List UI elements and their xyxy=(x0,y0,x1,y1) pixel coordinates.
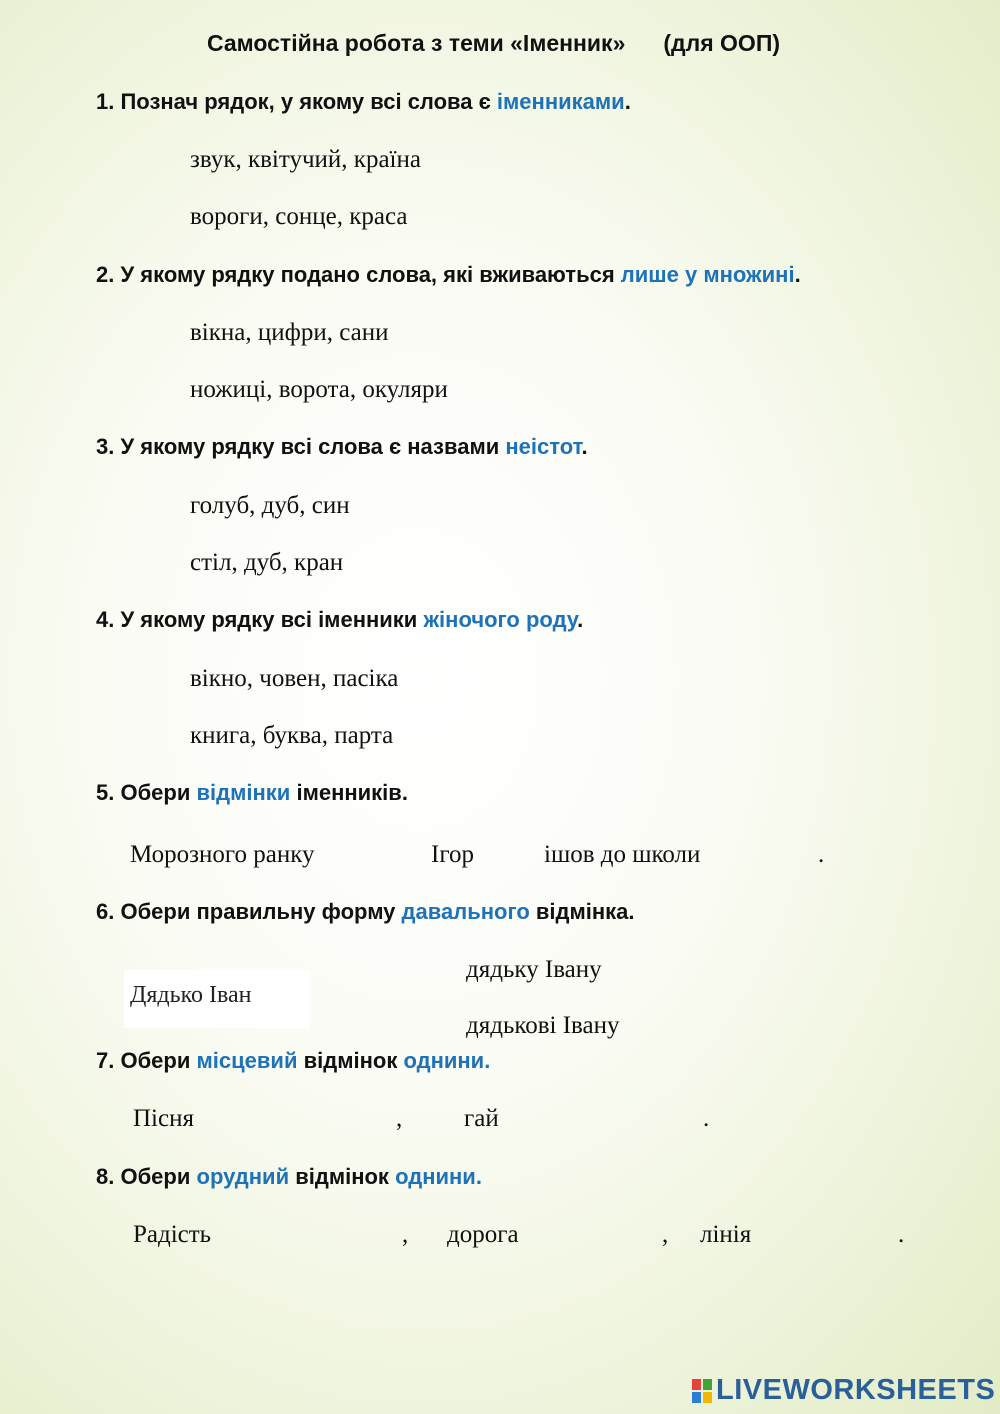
sentence-punct: , xyxy=(662,1221,669,1248)
keyword: неістот xyxy=(505,434,582,459)
keyword: відмінки xyxy=(196,780,291,805)
sentence-punct: , xyxy=(402,1221,409,1248)
logo-tiles-icon xyxy=(692,1379,712,1403)
question-4: 4. У якому рядку всі іменники жіночого роду. xyxy=(96,607,584,632)
question-5: 5. Обери відмінки іменників. xyxy=(96,780,408,805)
answer-dropzone[interactable] xyxy=(366,838,428,870)
answer-option[interactable]: вікно, човен, пасіка xyxy=(190,665,399,692)
brand-name: LIVEWORKSHEETS xyxy=(716,1374,996,1406)
keyword: лише у множині xyxy=(620,262,795,287)
sentence-punct: . xyxy=(703,1105,710,1132)
sentence-word: дорога xyxy=(447,1221,519,1248)
logo-tile xyxy=(703,1379,712,1390)
answer-option[interactable]: вороги, сонце, краса xyxy=(190,203,408,230)
page-title: Самостійна робота з теми «Іменник» (для ООП) xyxy=(207,30,781,56)
answer-dropzone[interactable] xyxy=(540,1218,656,1250)
answer-option[interactable]: стіл, дуб, кран xyxy=(190,549,344,576)
answer-option[interactable]: дядьку Івану xyxy=(466,956,602,983)
answer-option[interactable]: звук, квітучий, країна xyxy=(190,146,421,173)
answer-dropzone[interactable] xyxy=(514,1102,698,1134)
question-8: 8. Обери орудний відмінок однини. xyxy=(96,1164,482,1189)
logo-tile xyxy=(692,1379,701,1390)
keyword: орудний xyxy=(196,1164,290,1189)
sentence-word: Ігор xyxy=(431,841,474,868)
sentence-word: ішов до школи xyxy=(544,841,701,868)
question-1: 1. Познач рядок, у якому всі слова є іменниками. xyxy=(96,89,631,114)
sentence-punct: . xyxy=(818,841,825,868)
answer-dropzone[interactable] xyxy=(236,1218,396,1250)
answer-dropzone[interactable] xyxy=(768,1218,892,1250)
answer-dropzone[interactable] xyxy=(486,838,542,870)
sentence-word: Пісня xyxy=(133,1105,194,1132)
question-2: 2. У якому рядку подано слова, які вживаються лише у множині. xyxy=(96,262,801,287)
question-6: 6. Обери правильну форму давального відмінка. xyxy=(96,899,635,924)
answer-option[interactable]: дядькові Івану xyxy=(466,1012,620,1039)
sentence-punct: . xyxy=(898,1221,905,1248)
answer-dropzone[interactable] xyxy=(752,838,816,870)
sentence-word: лінія xyxy=(700,1221,752,1248)
sentence-word: Морозного ранку xyxy=(130,841,315,868)
keyword: іменниками xyxy=(496,89,625,114)
logo-tile xyxy=(692,1392,701,1403)
answer-option[interactable]: ножиці, ворота, окуляри xyxy=(190,376,448,403)
liveworksheets-logo[interactable] xyxy=(692,1374,995,1407)
sentence-punct: , xyxy=(396,1105,403,1132)
question-3: 3. У якому рядку всі слова є назвами неістот. xyxy=(96,434,588,459)
answer-option[interactable]: вікна, цифри, сани xyxy=(190,319,389,346)
answer-dropzone[interactable] xyxy=(214,1102,390,1134)
sentence-word: гай xyxy=(464,1105,499,1132)
answer-option[interactable]: голуб, дуб, син xyxy=(190,492,350,519)
answer-option[interactable]: книга, буква, парта xyxy=(190,722,394,749)
source-word-box: Дядько Іван xyxy=(124,970,310,1028)
keyword: однини. xyxy=(395,1164,482,1189)
keyword: давального xyxy=(401,899,530,924)
keyword: жіночого роду xyxy=(423,607,578,632)
keyword: місцевий xyxy=(196,1048,298,1073)
logo-tile xyxy=(703,1392,712,1403)
title-note: (для ООП) xyxy=(663,30,781,56)
keyword: однини. xyxy=(403,1048,491,1073)
question-7: 7. Обери місцевий відмінок однини. xyxy=(96,1048,491,1073)
sentence-word: Радість xyxy=(133,1221,212,1248)
